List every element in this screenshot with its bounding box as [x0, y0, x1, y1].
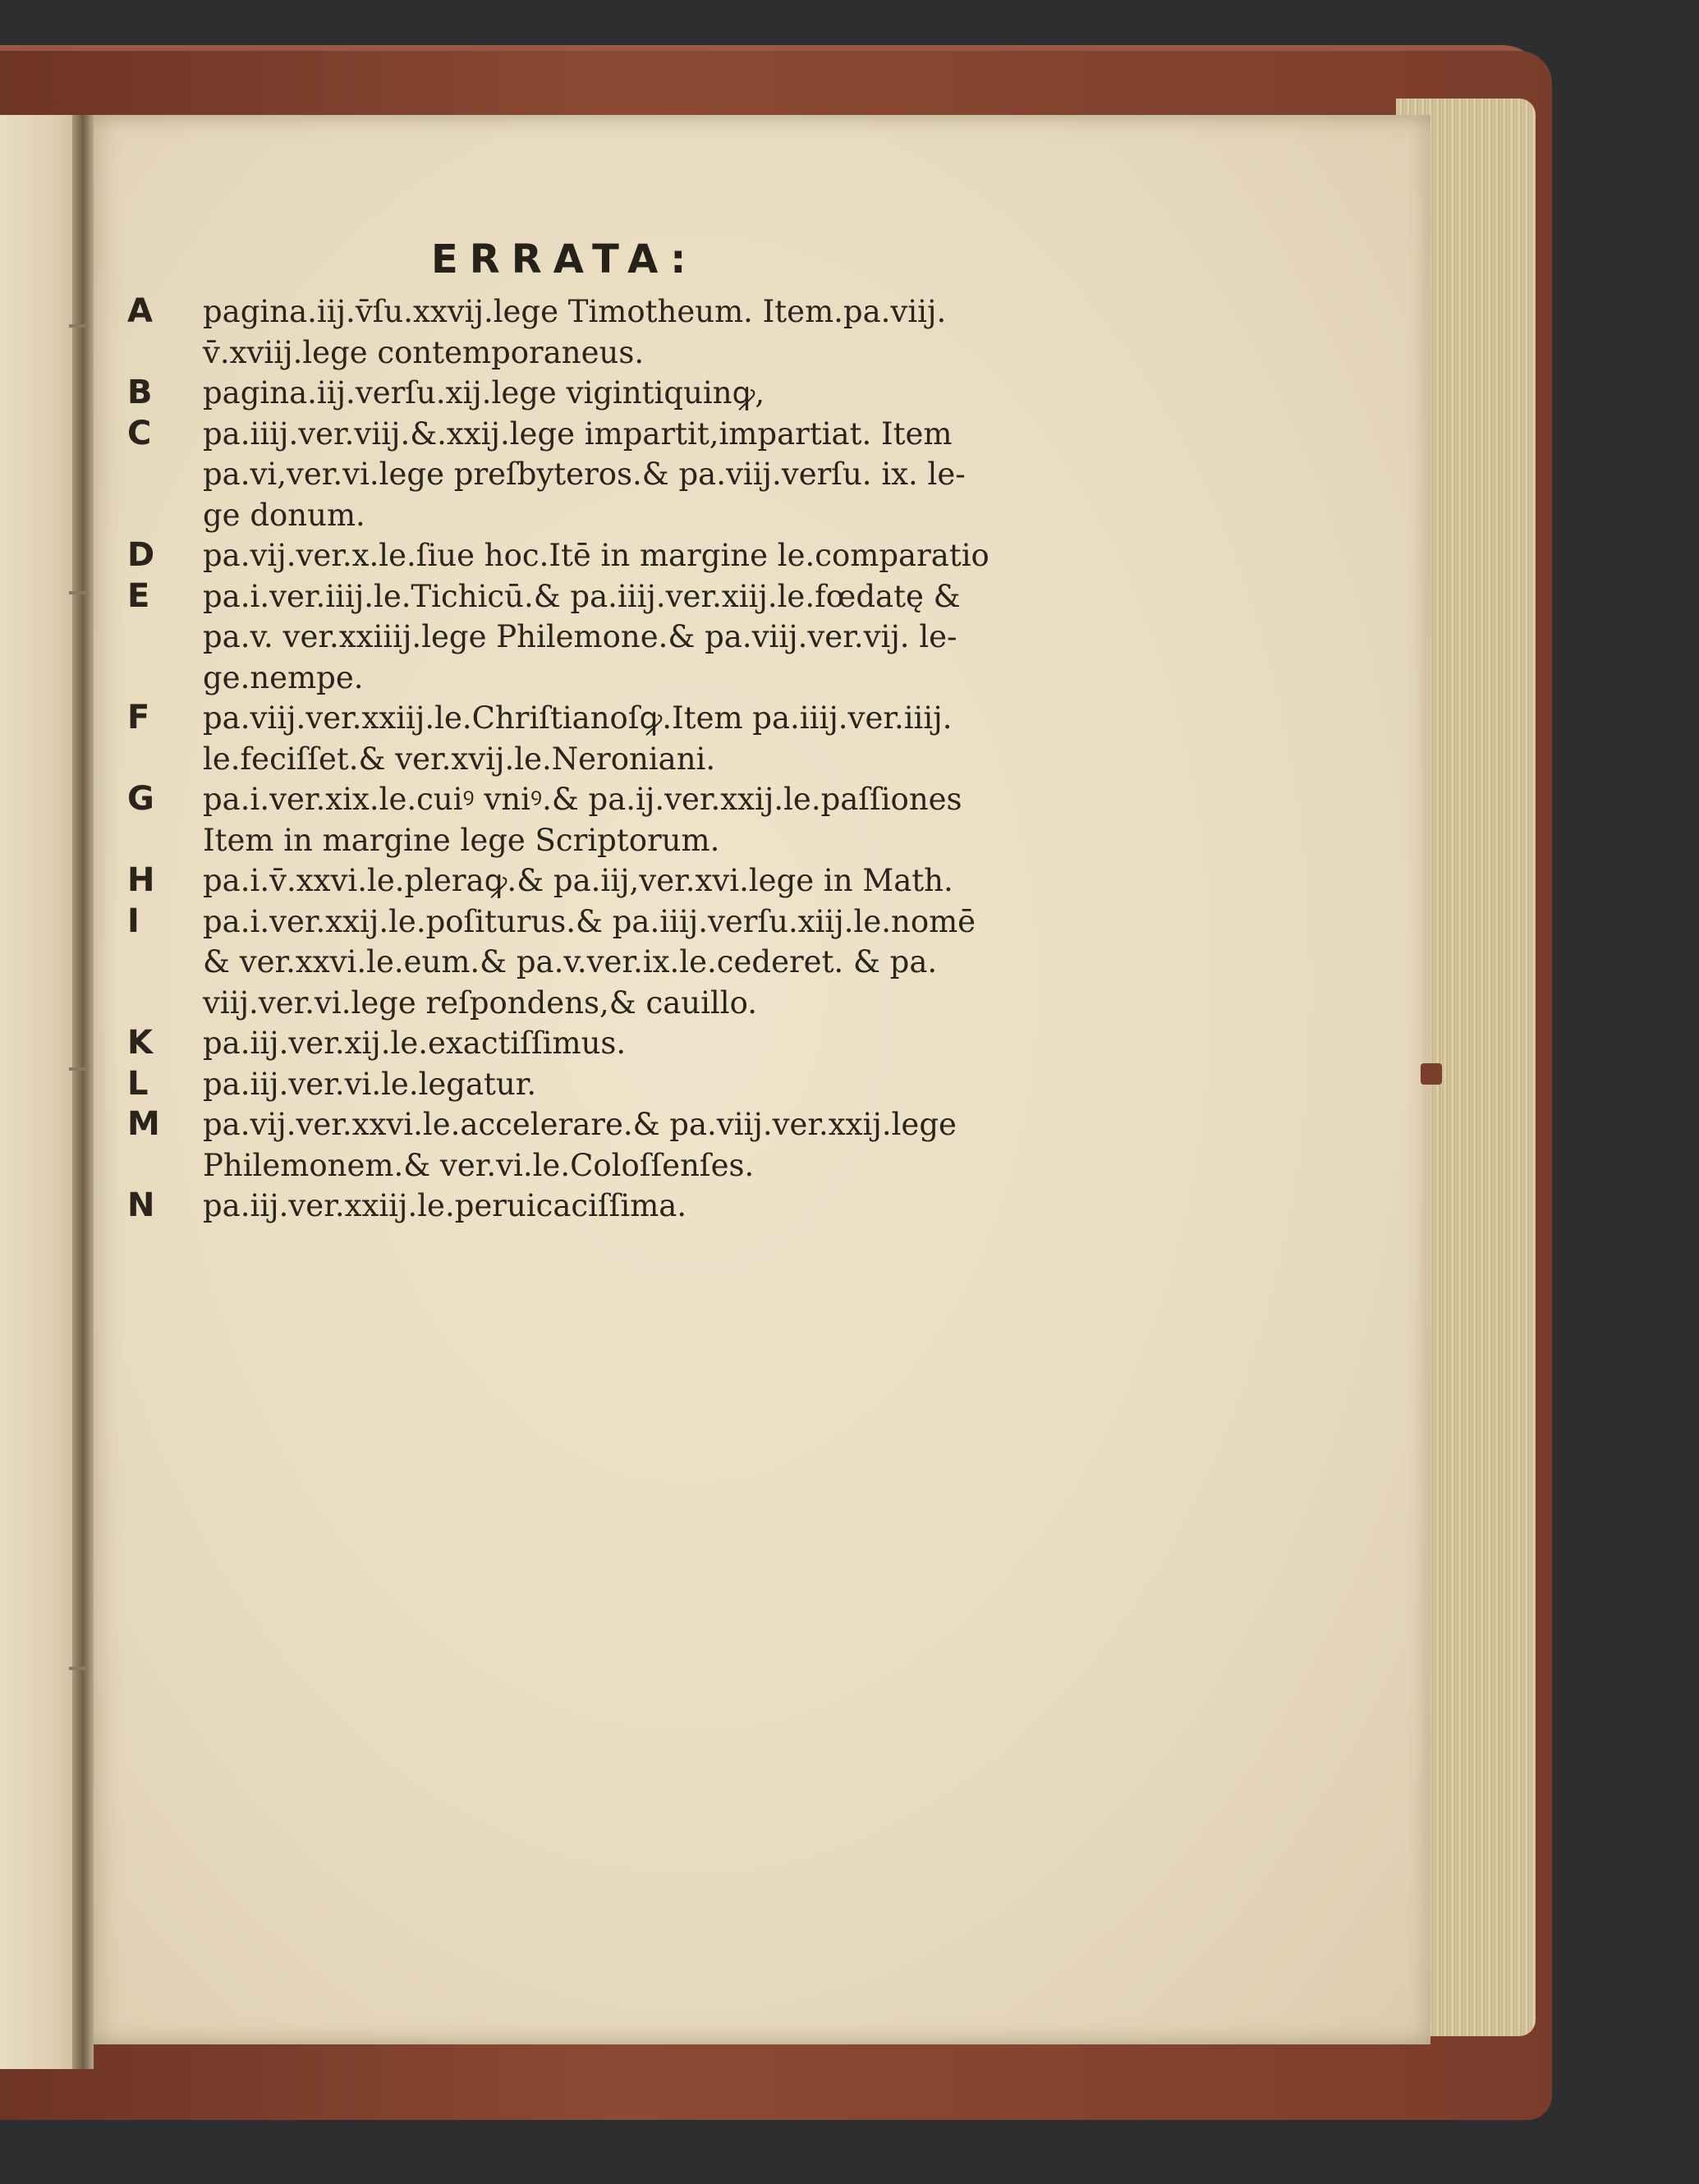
errata-line: pagina.iij.v̄ſu.xxvij.lege Timotheum. Item.pa.viij.	[203, 294, 947, 329]
errata-line: pa.iij.ver.xij.le.exactiſſimus.	[203, 1025, 627, 1061]
errata-line: ge donum.	[203, 497, 365, 533]
errata-line: Philemonem.& ver.vi.le.Coloſſenſes.	[203, 1147, 755, 1183]
errata-line: pa.i.ver.iiij.le.Tichicū.& pa.iiij.ver.xiij.le.fœdatę &	[203, 578, 961, 614]
errata-line: pa.i.v̄.xxvi.le.pleraꝙ.& pa.iij,ver.xvi.lege in Math.	[203, 863, 953, 898]
signature-letter: D	[127, 536, 155, 574]
errata-line: & ver.xxvi.le.eum.& pa.v.ver.ix.le.cederet. & pa.	[203, 944, 938, 980]
signature-letter: L	[127, 1064, 149, 1103]
errata-entry	[127, 1186, 990, 1227]
errata-entry	[127, 576, 990, 699]
errata-entry	[127, 1023, 990, 1064]
page-title: ERRATA:	[431, 236, 698, 282]
page-marker-tab	[1421, 1063, 1442, 1085]
errata-entry	[127, 860, 990, 902]
binding-thread	[69, 324, 87, 328]
errata-line: pa.iij.ver.xxiij.le.peruicaciſſima.	[203, 1188, 687, 1223]
errata-line: viij.ver.vi.lege reſpondens,& cauillo.	[203, 984, 757, 1021]
errata-line: pa.iij.ver.vi.le.legatur.	[203, 1066, 537, 1102]
errata-entry	[127, 698, 990, 779]
binding-thread	[69, 591, 87, 594]
errata-entry	[127, 779, 990, 860]
binding-thread	[69, 1667, 87, 1670]
signature-letter: N	[127, 1186, 155, 1224]
errata-line: pa.v. ver.xxiiij.lege Philemone.& pa.viij.ver.vij. le-	[203, 619, 957, 654]
errata-entry	[127, 1104, 990, 1186]
errata-line: pagina.iij.verſu.xij.lege vigintiquinꝙ,	[203, 375, 765, 411]
signature-letter: B	[127, 374, 153, 411]
signature-letter: G	[127, 780, 154, 818]
errata-line: Item in margine lege Scriptorum.	[203, 822, 720, 858]
errata-entry	[127, 291, 990, 373]
signature-letter: C	[127, 414, 152, 452]
errata-entry	[127, 902, 990, 1024]
errata-line: pa.i.ver.xix.le.cuiꝰ vniꝰ.& pa.ij.ver.xxij.le.paſſiones	[203, 782, 962, 817]
book-gutter	[72, 115, 94, 2069]
errata-line: pa.i.ver.xxij.le.poſiturus.& pa.iiij.verſu.xiij.le.nomē	[203, 903, 976, 939]
errata-line: pa.viij.ver.xxiij.le.Chriſtianoſꝙ.Item pa.iiij.ver.iiij.	[203, 700, 953, 736]
errata-entry	[127, 373, 990, 414]
errata-line: ge.nempe.	[203, 659, 364, 695]
signature-letter: A	[127, 292, 153, 330]
errata-line: pa.vij.ver.xxvi.le.accelerare.& pa.viij.ver.xxij.lege	[203, 1107, 957, 1142]
signature-letter: H	[127, 861, 155, 899]
errata-entry	[127, 535, 990, 576]
errata-line: v̄.xviij.lege contemporaneus.	[203, 334, 645, 370]
signature-letter: K	[127, 1024, 153, 1062]
binding-thread	[69, 1067, 87, 1071]
errata-list	[127, 291, 990, 1227]
signature-letter: E	[127, 576, 150, 615]
errata-line: le.feciſſet.& ver.xvij.le.Neroniani.	[203, 741, 716, 777]
signature-letter: F	[127, 699, 150, 736]
signature-letter: I	[127, 902, 140, 940]
errata-line: pa.vij.ver.x.le.ſiue hoc.Itē in margine le.comparatio	[203, 538, 990, 573]
errata-entry	[127, 1064, 990, 1105]
errata-line: pa.vi,ver.vi.lege preſbyteros.& pa.viij.verſu. ix. le-	[203, 457, 966, 492]
signature-letter: M	[127, 1105, 160, 1143]
errata-entry	[127, 414, 990, 536]
left-page-edge	[0, 115, 82, 2069]
errata-line: pa.iiij.ver.viij.&.xxij.lege impartit,impartiat. Item	[203, 415, 953, 452]
